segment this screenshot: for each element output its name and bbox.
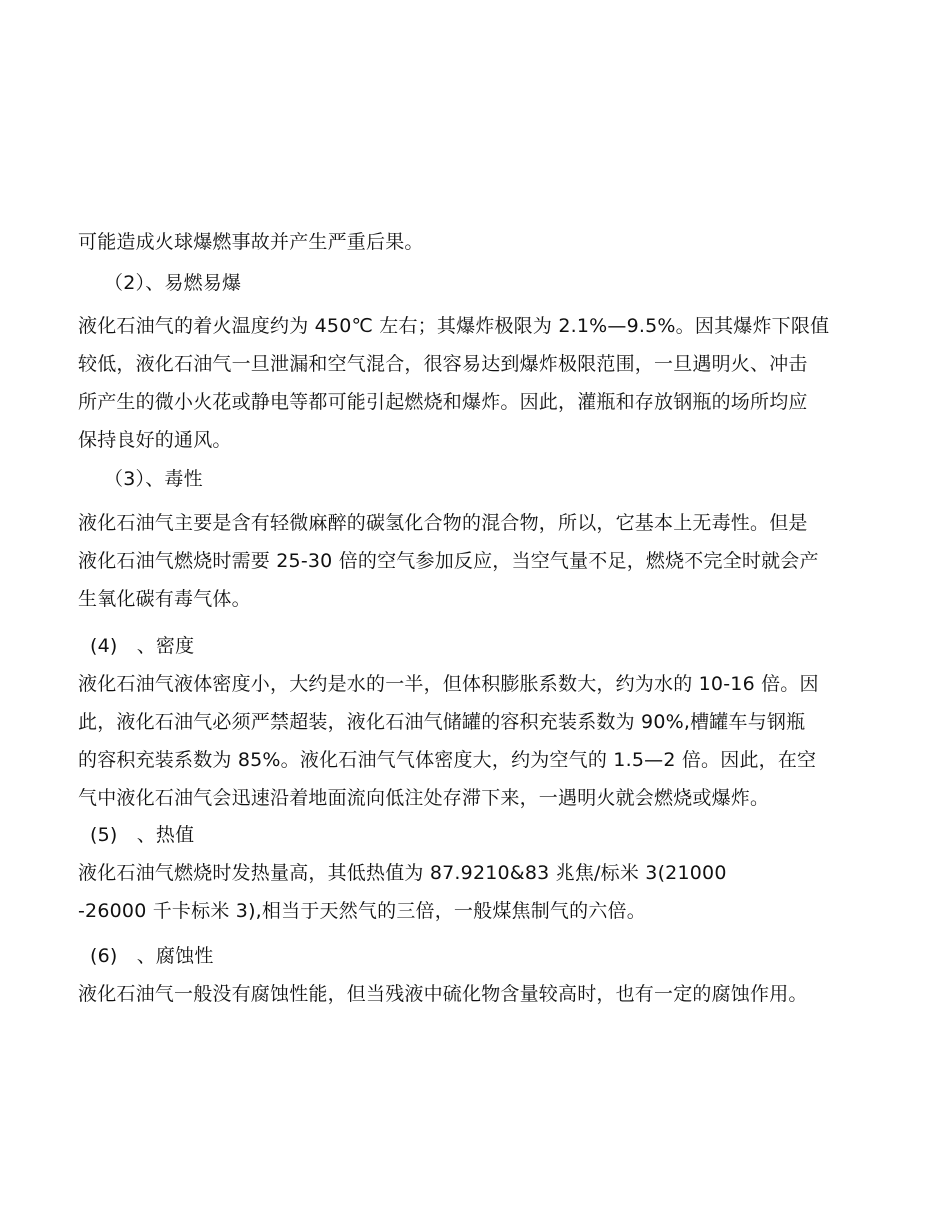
- paragraph-line: 液化石油气一般没有腐蚀性能，但当残液中硫化物含量较高时，也有一定的腐蚀作用。: [78, 983, 808, 1005]
- paragraph-line: 保持良好的通风。: [78, 429, 232, 451]
- section-heading: (6) 、腐蚀性: [90, 945, 214, 967]
- paragraph-line: 气中液化石油气会迅速沿着地面流向低注处存滞下来，一遇明火就会燃烧或爆炸。: [78, 787, 770, 809]
- section-heading: （2）、易燃易爆: [104, 272, 242, 294]
- paragraph-line: 液化石油气的着火温度约为 450℃ 左右；其爆炸极限为 2.1%—9.5%。因其爆炸下限值: [78, 315, 830, 337]
- paragraph-line: -26000 千卡标米 3),相当于天然气的三倍，一般煤焦制气的六倍。: [78, 900, 646, 922]
- paragraph-line: 液化石油气主要是含有轻微麻醉的碳氢化合物的混合物，所以，它基本上无毒性。但是: [78, 512, 808, 534]
- paragraph-line: 液化石油气燃烧时需要 25-30 倍的空气参加反应，当空气量不足，燃烧不完全时就会产: [78, 550, 819, 572]
- paragraph-line: 较低，液化石油气一旦泄漏和空气混合，很容易达到爆炸极限范围，一旦遇明火、冲击: [78, 353, 808, 375]
- paragraph-line: 液化石油气燃烧时发热量高，其低热值为 87.9210&83 兆焦/标米 3(21000: [78, 862, 727, 884]
- section-heading: （3）、毒性: [104, 468, 203, 490]
- paragraph-line: 可能造成火球爆燃事故并产生严重后果。: [78, 231, 424, 253]
- section-heading: (4) 、密度: [90, 635, 195, 657]
- section-heading: (5) 、热值: [90, 824, 195, 846]
- paragraph-line: 此，液化石油气必须严禁超装，液化石油气储罐的容积充装系数为 90%,槽罐车与钢瓶: [78, 711, 806, 733]
- paragraph-line: 所产生的微小火花或静电等都可能引起燃烧和爆炸。因此，灌瓶和存放钢瓶的场所均应: [78, 391, 808, 413]
- paragraph-line: 的容积充装系数为 85%。液化石油气气体密度大，约为空气的 1.5—2 倍。因此，在空: [78, 749, 817, 771]
- paragraph-line: 液化石油气液体密度小，大约是水的一半，但体积膨胀系数大，约为水的 10-16 倍。因: [78, 673, 819, 695]
- paragraph-line: 生氧化碳有毒气体。: [78, 588, 251, 610]
